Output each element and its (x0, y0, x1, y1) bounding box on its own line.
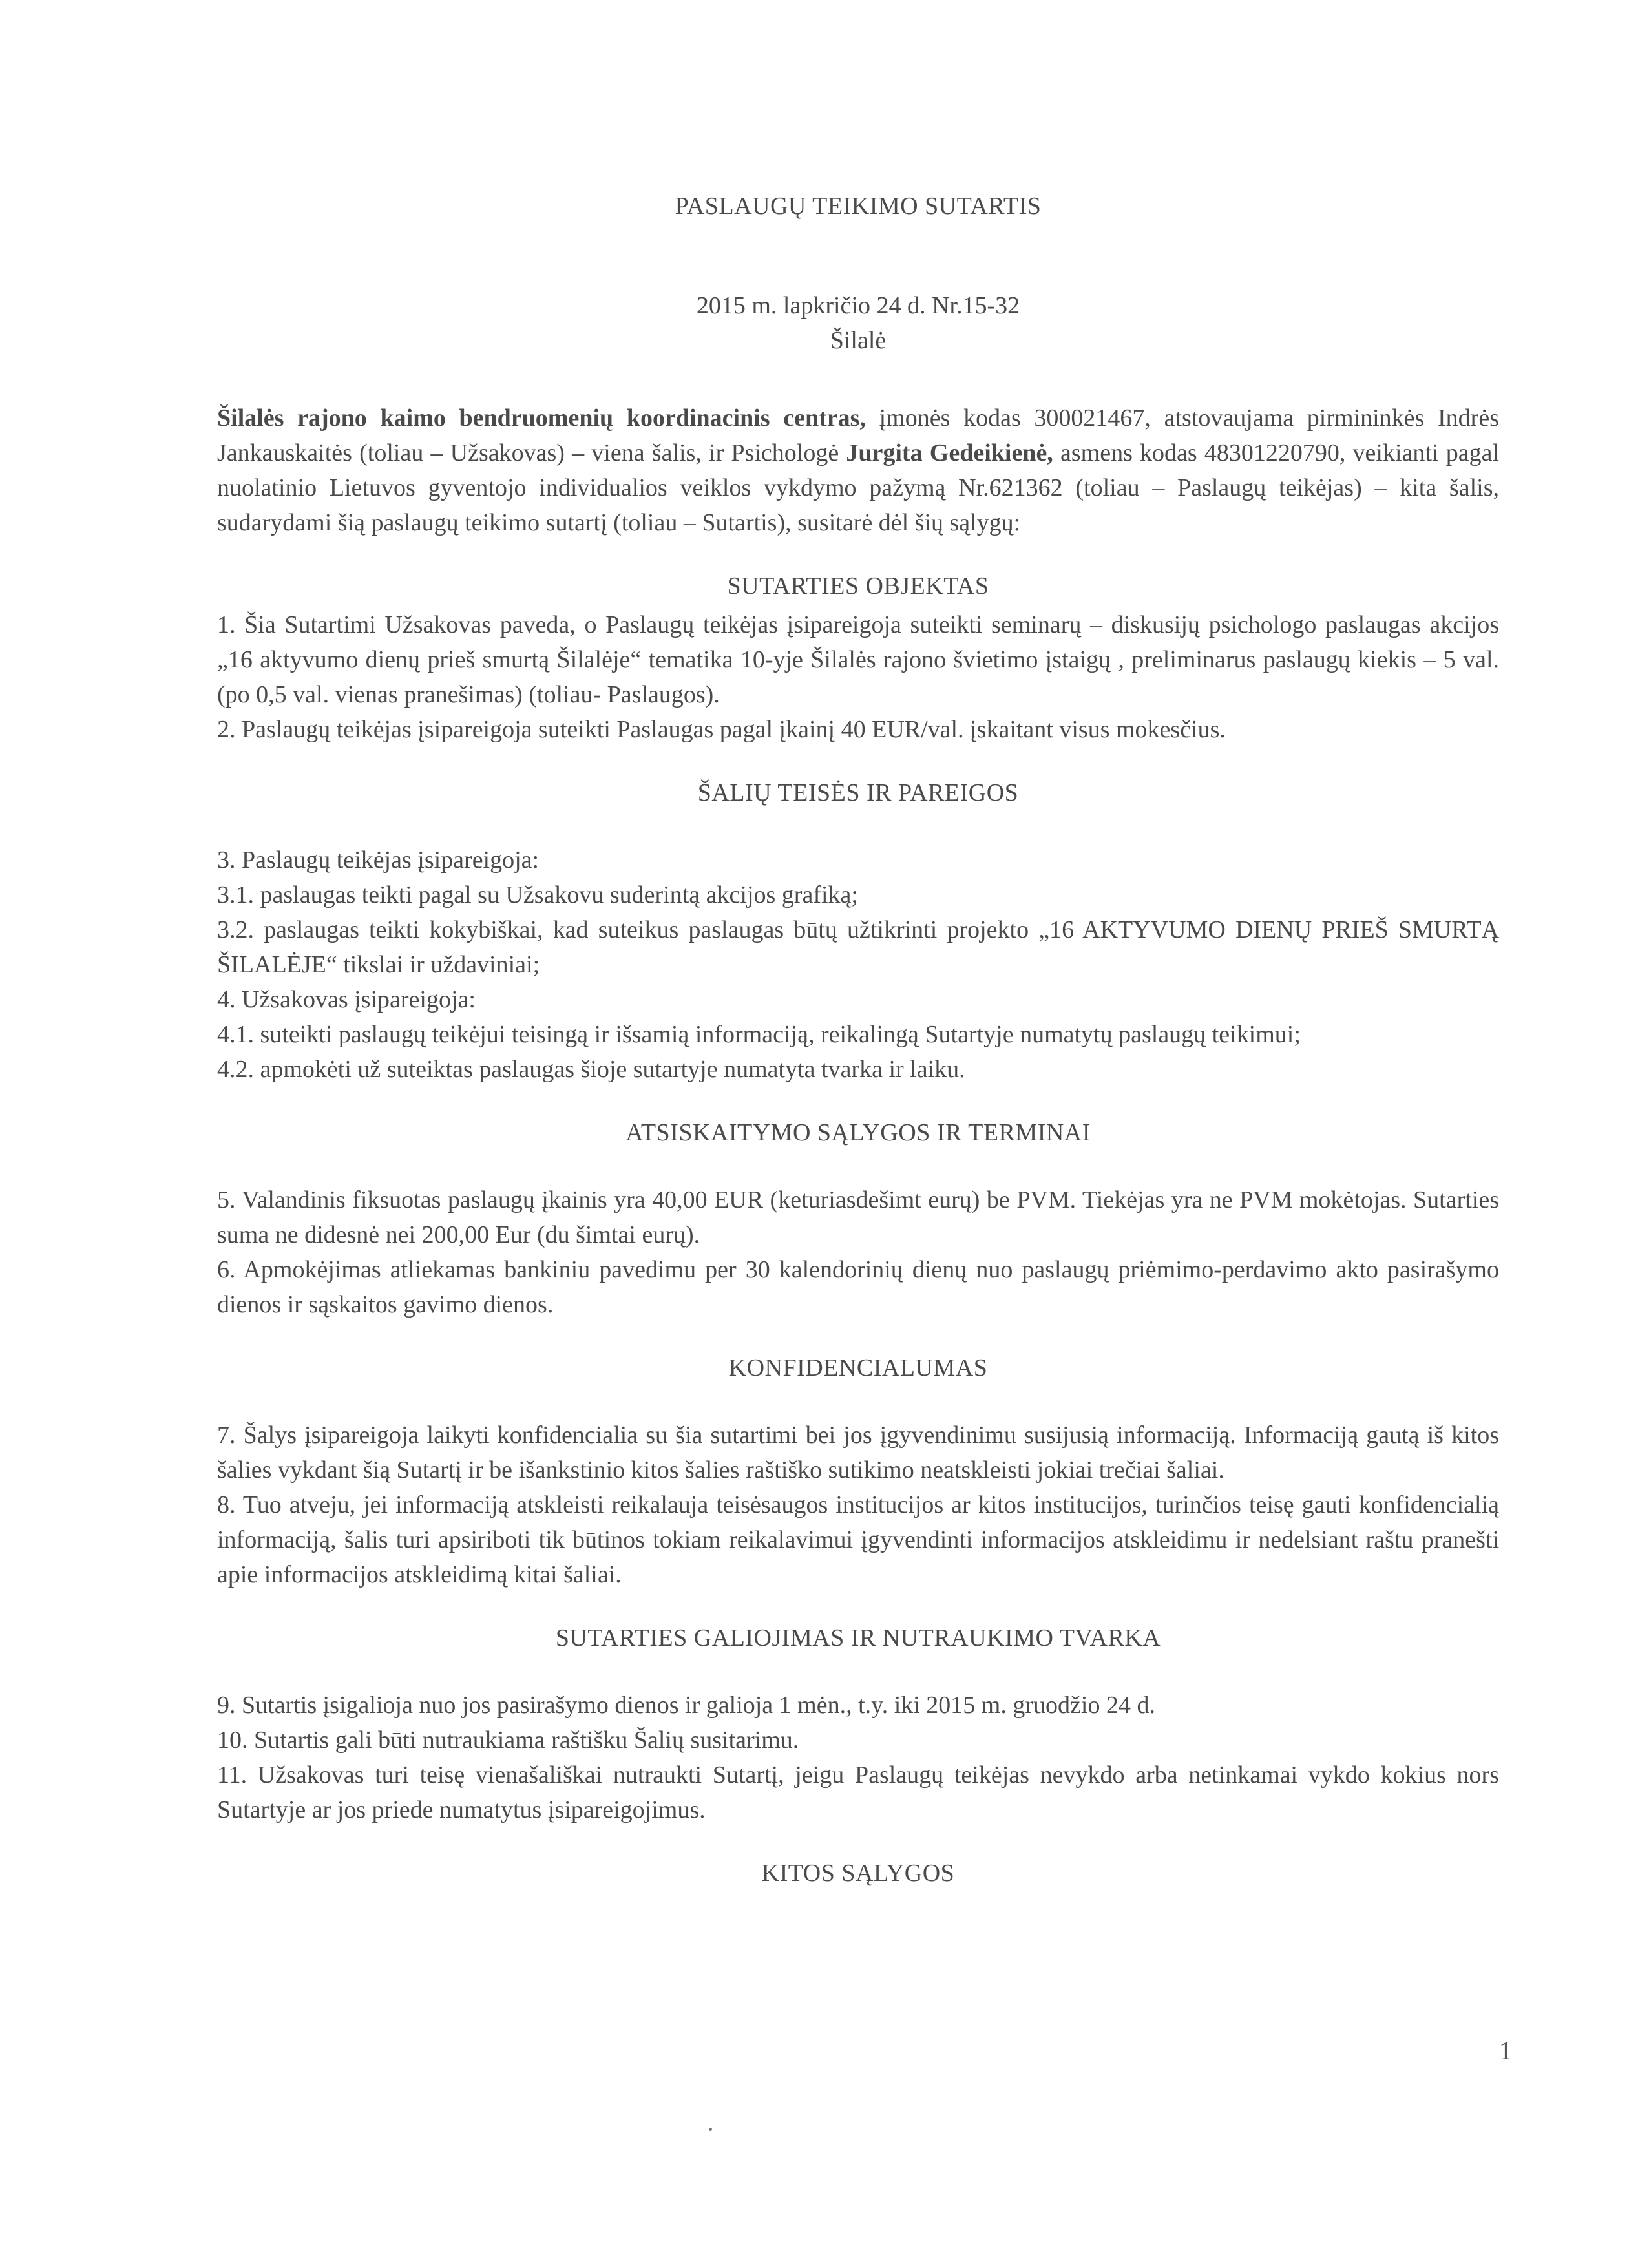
clause-6: 6. Apmokėjimas atliekamas bankiniu pavedimu per 30 kalendorinių dienų nuo paslaugų priėmimo-perdavimo akto pasirašymo dienos ir sąskaitos gavimo dienos. (217, 1256, 1499, 1318)
clause-2: 2. Paslaugų teikėjas įsipareigoja suteikti Paslaugas pagal įkainį 40 EUR/val. įskaitant visus mokesčius. (217, 716, 1226, 743)
clause-5: 5. Valandinis fiksuotas paslaugų įkainis yra 40,00 EUR (keturiasdešimt eurų) be PVM. Tiekėjas yra ne PVM mokėtojas. Sutarties suma ne didesnė nei 200,00 Eur (du šimtai eurų). (217, 1186, 1499, 1248)
section-heading-object: SUTARTIES OBJEKTAS (727, 572, 989, 600)
clause-3: 3. Paslaugų teikėjas įsipareigoja: (217, 846, 540, 874)
section-heading-payment: ATSISKAITYMO SĄLYGOS IR TERMINAI (625, 1119, 1091, 1146)
contract-date-number: 2015 m. lapkričio 24 d. Nr.15-32 (696, 292, 1020, 319)
document-content (217, 189, 1499, 1895)
clause-3-2: 3.2. paslaugas teikti kokybiškai, kad suteikus paslaugas būtų užtikrinti projekto „16 AKTYVUMO DIENŲ PRIEŠ SMURTĄ ŠILALĖJE“ tikslai ir uždaviniai; (217, 916, 1499, 978)
section-heading-confidentiality: KONFIDENCIALUMAS (728, 1354, 988, 1381)
clause-10: 10. Sutartis gali būti nutraukiama raštišku Šalių susitarimu. (217, 1727, 799, 1754)
clause-1: 1. Šia Sutartimi Užsakovas paveda, o Paslaugų teikėjas įsipareigoja suteikti seminarų – diskusijų psichologo paslaugas akcijos „16 aktyvumo dienų prieš smurtą Šilalėje“ tematika 10-yje Šilalės rajono švietimo įstaigų , preliminarus paslaugų kiekis – 5 val. (po 0,5 val. vienas pranešimas) (toliau- Paslaugos). (217, 611, 1499, 708)
clause-7: 7. Šalys įsipareigoja laikyti konfidencialia su šia sutartimi bei jos įgyvendinimu susijusią informaciją. Informaciją gautą iš kitos šalies vykdant šią Sutartį ir be išankstinio kitos šalies raštiško sutikimo neatskleisti jokiai trečiai šaliai. (217, 1422, 1499, 1484)
clause-4: 4. Užsakovas įsipareigoja: (217, 986, 476, 1013)
contract-city: Šilalė (830, 327, 887, 354)
parties-paragraph (217, 401, 1499, 540)
customer-name: Šilalės rajono kaimo bendruomenių koordinacinis centras, (217, 404, 866, 432)
parties-text-2: asmens kodas 48301220790, veikianti pagal nuolatinio Lietuvos gyventojo individualios veiklos vykdymo pažymą Nr.621362 (toliau – Paslaugų teikėjas) – kita šalis, sudarydami šią paslaugų teikimo sutartį (toliau – Sutartis), susitarė dėl šių sąlygų: (217, 439, 1499, 536)
section-heading-other: KITOS SĄLYGOS (761, 1860, 955, 1887)
clause-3-1: 3.1. paslaugas teikti pagal su Užsakovu suderintą akcijos grafiką; (217, 881, 858, 908)
parties-text-1: įmonės kodas 300021467, atstovaujama pirmininkės Indrės Jankauskaitės (toliau – Užsakovas) – viena šalis, ir Psichologė (217, 404, 1499, 467)
clause-4-1: 4.1. suteikti paslaugų teikėjui teisingą ir išsamią informaciją, reikalingą Sutartyje numatytų paslaugų teikimui; (217, 1021, 1301, 1048)
section-heading-rights: ŠALIŲ TEISĖS IR PAREIGOS (697, 779, 1019, 806)
clause-4-2: 4.2. apmokėti už suteiktas paslaugas šioje sutartyje numatyta tvarka ir laiku. (217, 1056, 965, 1083)
clause-9: 9. Sutartis įsigalioja nuo jos pasirašymo dienos ir galioja 1 mėn., t.y. iki 2015 m. gruodžio 24 d. (217, 1692, 1155, 1719)
clause-11: 11. Užsakovas turi teisę vienašališkai nutraukti Sutartį, jeigu Paslaugų teikėjas nevykdo arba netinkamai vykdo kokius nors Sutartyje ar jos priede numatytus įsipareigojimus. (217, 1761, 1499, 1823)
provider-name: Jurgita Gedeikienė, (846, 439, 1053, 467)
section-heading-validity: SUTARTIES GALIOJIMAS IR NUTRAUKIMO TVARKA (555, 1624, 1161, 1652)
scan-speck (709, 2128, 712, 2131)
page-number: 1 (1499, 2036, 1512, 2065)
contract-title: PASLAUGŲ TEIKIMO SUTARTIS (675, 193, 1042, 220)
clause-8: 8. Tuo atveju, jei informaciją atskleisti reikalauja teisėsaugos institucijos ar kitos institucijos, turinčios teisę gauti konfidencialią informaciją, šalis turi apsiriboti tik būtinos tokiam reikalavimui įgyvendinti informacijos atskleidimu ir nedelsiant raštu pranešti apie informacijos atskleidimą kitai šaliai. (217, 1491, 1499, 1588)
